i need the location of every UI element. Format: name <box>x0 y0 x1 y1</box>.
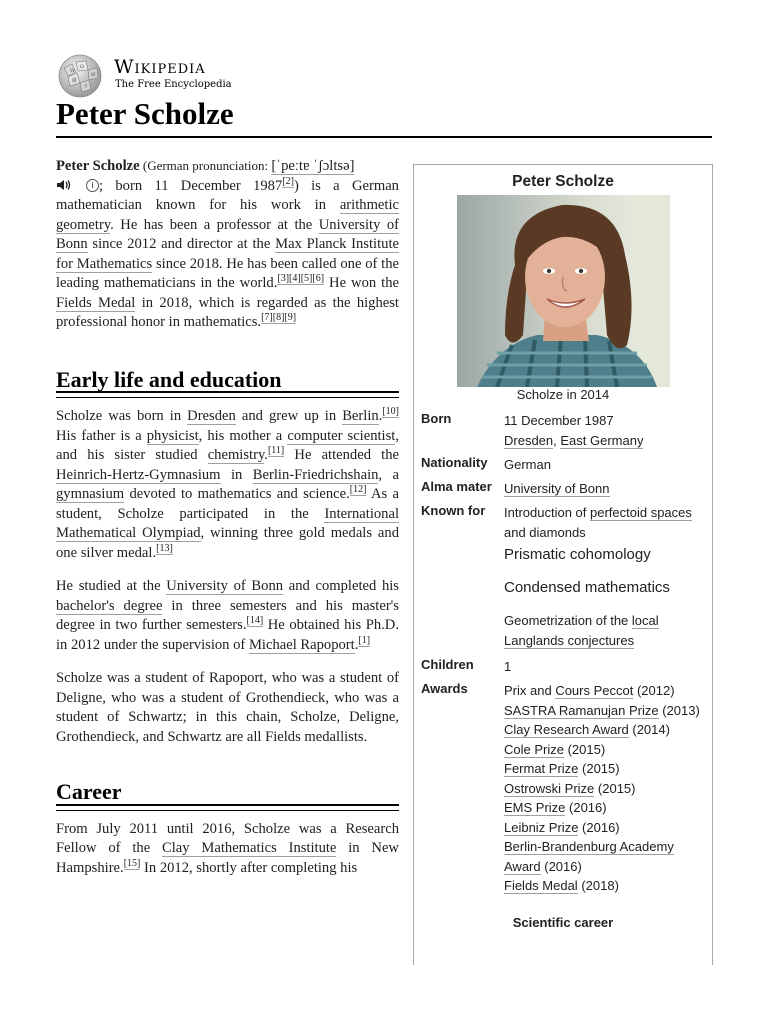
link-bachelors-degree[interactable]: bachelor's degree <box>56 597 163 614</box>
ref-link[interactable]: [10] <box>382 406 399 418</box>
link-perfectoid-spaces[interactable]: perfectoid spaces <box>590 505 692 520</box>
label-known-for: Known for <box>421 503 486 518</box>
link-fields-medal[interactable]: Fields Medal <box>56 294 136 311</box>
link-dresden[interactable]: Dresden <box>187 408 236 424</box>
award-item: Berlin-Brandenburg Academy Award (2016) <box>504 839 674 874</box>
link-michael-rapoport[interactable]: Michael Rapoport <box>248 636 355 653</box>
ref-link[interactable]: [13] <box>156 542 173 554</box>
label-born: Born <box>421 411 452 426</box>
ref-link[interactable]: [14] <box>246 615 264 627</box>
speaker-icon[interactable] <box>56 179 72 191</box>
award-link[interactable]: Cole Prize <box>504 741 564 757</box>
award-item: Clay Research Award (2014) <box>504 722 670 737</box>
award-link[interactable]: Fermat Prize <box>504 761 579 776</box>
ref-link[interactable]: [3][4][5][6] <box>277 273 325 285</box>
link-gymnasium[interactable]: gymnasium <box>56 486 125 502</box>
link-east-germany[interactable]: East Germany <box>560 432 644 448</box>
link-computer-scientist[interactable]: computer scientist <box>287 427 396 444</box>
section-divider <box>56 804 399 811</box>
subject-name: Peter Scholze <box>56 158 140 174</box>
scientific-career-header: Scientific career <box>512 915 614 930</box>
photo-caption: Scholze in 2014 <box>516 387 610 402</box>
link-university-of-bonn[interactable]: University of Bonn <box>56 216 400 252</box>
award-item: Fermat Prize (2015) <box>504 761 620 776</box>
svg-text:Ω: Ω <box>80 64 85 70</box>
awards-list <box>504 681 709 896</box>
career-paragraph: From July 2011 until 2016, Scholze was a Research Fellow of the Clay Mathematics Institute in New Hampshire.[15] In 2012, shortly after completing his <box>56 820 399 876</box>
award-link[interactable]: Clay Research Award <box>504 722 629 737</box>
label-children: Children <box>421 657 474 672</box>
wikipedia-globe-icon <box>56 54 104 98</box>
link-physicist[interactable]: physicist <box>146 427 199 444</box>
intro-paragraph: Peter Scholze (German pronunciation: [ˈpeːtɐ ˈʃɔltsə] i ; born 11 December 1987[2]) is a German mathematician known for his work in arithmetic geometry. He has been a professor at the University of Bonn since 2012 and director at the Max Planck Institute for Mathematics since 2018. He has been called one of the leading mathematicians in the world.[3][4][5][6] He won the Fields Medal in 2018, which is regarded as the highest professional honor in mathematics.[7][8][9] <box>56 158 400 330</box>
early-life-paragraph-3: Scholze was a student of Rapoport, who was a student of Deligne, who was a student of Grothendieck, who was a student of Schwartz; in this chain, Scholze, Deligne, Grothendieck, and Schwartz are all Fields medallists. <box>56 670 399 745</box>
section-divider <box>56 391 399 398</box>
link-university-of-bonn[interactable]: University of Bonn <box>166 578 284 594</box>
link-heinrich-hertz-gymnasium[interactable]: Heinrich-Hertz-Gymnasium <box>56 466 221 483</box>
ref-link[interactable]: [11] <box>267 445 285 457</box>
link-berlin-friedrichshain[interactable]: Berlin-Friedrichshain <box>252 466 379 483</box>
wikipedia-tagline: The Free Encyclopedia <box>115 79 232 90</box>
award-link[interactable]: Leibniz Prize <box>504 819 579 835</box>
title-divider <box>56 136 712 138</box>
svg-text:維: 維 <box>72 78 78 84</box>
ref-link[interactable]: [2] <box>282 175 294 187</box>
award-item: Prix and Cours Peccot (2012) <box>504 683 675 698</box>
link-chemistry[interactable]: chemistry <box>207 447 265 463</box>
svg-text:ウ: ウ <box>83 84 89 90</box>
page-title: Peter Scholze <box>56 96 234 131</box>
value-children: 1 <box>504 659 512 674</box>
link-clay-mathematics-institute[interactable]: Clay Mathematics Institute <box>162 840 337 856</box>
article-body <box>56 156 399 878</box>
label-awards: Awards <box>421 681 468 696</box>
svg-text:W: W <box>70 68 76 74</box>
label-alma-mater: Alma mater <box>421 479 492 494</box>
award-link[interactable]: SASTRA Ramanujan Prize <box>504 702 659 718</box>
ref-link[interactable]: [12] <box>349 484 367 496</box>
portrait-photo[interactable] <box>457 195 670 387</box>
link-dresden[interactable]: Dresden <box>504 432 554 448</box>
award-link[interactable]: Cours Peccot <box>555 683 634 698</box>
infobox <box>413 164 713 965</box>
label-nationality: Nationality <box>421 455 488 470</box>
award-item: Leibniz Prize (2016) <box>504 819 620 835</box>
ref-link[interactable]: [7][8][9] <box>261 312 297 324</box>
ipa-link[interactable]: [ˈpeːtɐ ˈʃɔltsə] <box>271 158 355 174</box>
award-item: SASTRA Ramanujan Prize (2013) <box>504 702 700 718</box>
link-max-planck-institute[interactable]: Max Planck Institute for Mathematics <box>56 236 399 272</box>
info-icon[interactable]: i <box>86 179 99 192</box>
award-item: EMS Prize (2016) <box>504 800 607 815</box>
value-born: 11 December 1987 Dresden, East Germany <box>504 413 644 448</box>
ref-link[interactable]: [15] <box>123 857 141 869</box>
wikipedia-wordmark: Wikipedia <box>114 56 206 78</box>
award-item: Ostrowski Prize (2015) <box>504 780 636 796</box>
award-link[interactable]: Fields Medal <box>504 878 578 893</box>
award-link[interactable]: Ostrowski Prize <box>504 780 595 796</box>
section-heading-early-life: Early life and education <box>56 366 282 392</box>
link-arithmetic-geometry[interactable]: arithmetic geometry <box>56 197 399 233</box>
section-heading-career: Career <box>56 779 122 804</box>
award-item: Cole Prize (2015) <box>504 741 606 757</box>
link-university-of-bonn[interactable]: University of Bonn <box>504 481 610 496</box>
award-item: Fields Medal (2018) <box>504 878 619 893</box>
link-imo[interactable]: International Mathematical Olympiad <box>56 505 399 541</box>
link-local-langlands[interactable]: local Langlands conjectures <box>504 613 659 648</box>
ref-link[interactable]: [1] <box>358 634 371 646</box>
infobox-title: Peter Scholze <box>512 173 614 190</box>
early-life-paragraph-2: He studied at the University of Bonn and completed his bachelor's degree in three semesters and his master's degree in two further semesters.[14] He obtained his Ph.D. in 2012 under the supervision of Michael Rapoport.[1] <box>56 578 399 653</box>
link-berlin[interactable]: Berlin <box>342 408 379 424</box>
wikipedia-logo[interactable] <box>56 54 256 98</box>
early-life-paragraph-1: Scholze was born in Dresden and grew up in Berlin.[10] His father is a physicist, his mother a computer scientist, and his sister studied chemistry.[11] He attended the Heinrich-Hertz-Gymnasium in Berlin-Friedrichshain, a gymnasium devoted to mathematics and science.[12] As a student, Scholze participated in the International Mathematical Olympiad, winning three gold medals and one silver medal.[13] <box>56 406 399 561</box>
award-link[interactable]: EMS Prize <box>504 800 566 815</box>
value-nationality: German <box>504 457 551 472</box>
value-known-for: Introduction of perfectoid spaces and diamonds Prismatic cohomology Condensed mathematics Geometrization of the local Langlands conjectures <box>504 505 692 648</box>
svg-text:И: И <box>91 72 96 78</box>
award-link[interactable]: Berlin-Brandenburg Academy Award <box>504 839 674 874</box>
